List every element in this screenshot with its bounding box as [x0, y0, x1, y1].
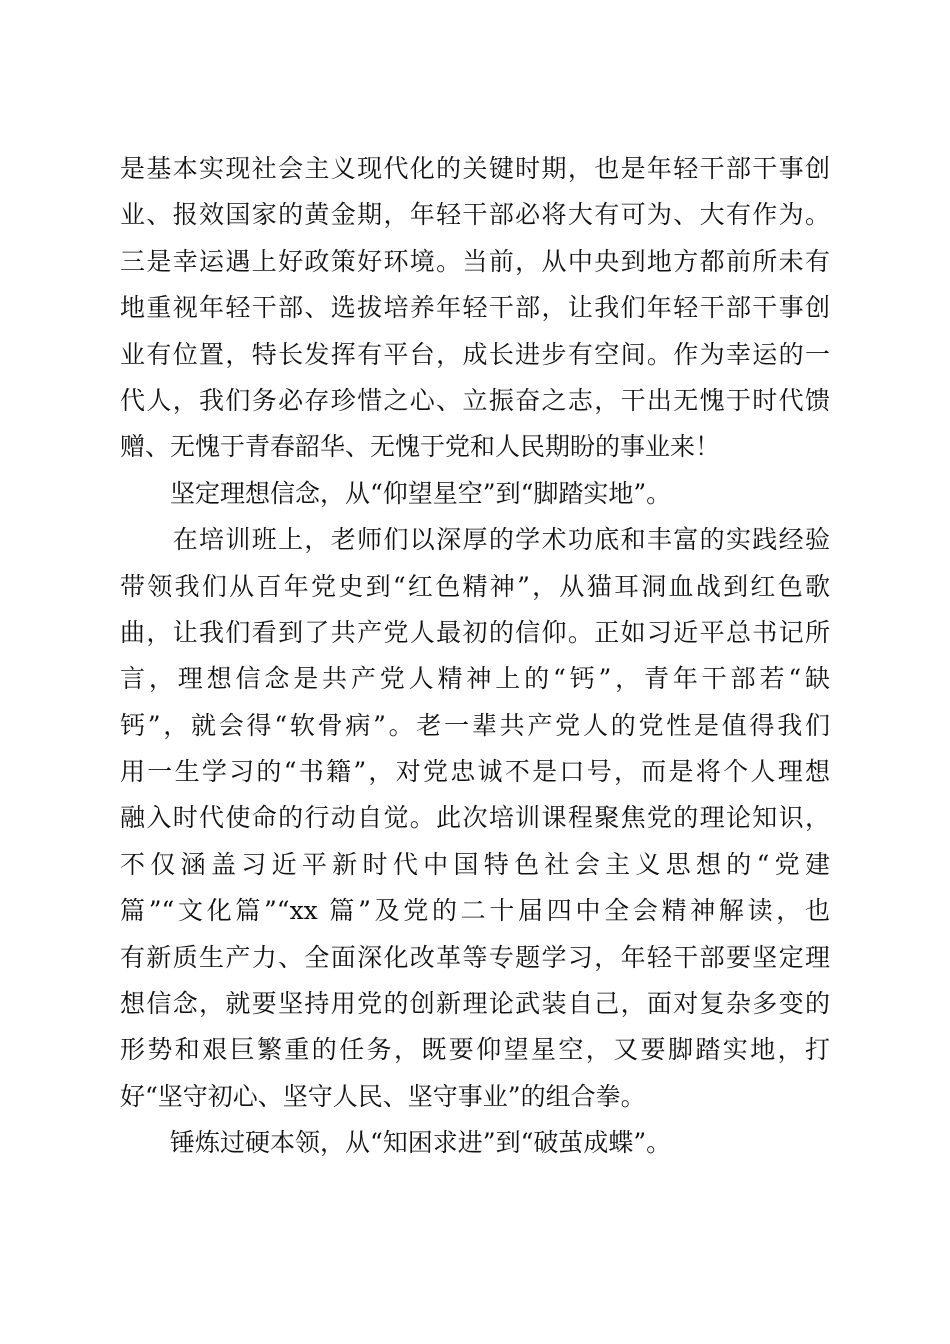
paragraph-last-line: 赠、无愧于青春韶华、无愧于党和人民期盼的事业来！ — [120, 432, 721, 462]
text-line: 篇”“文化篇”“xx 篇”及党的二十届四中全会精神解读，也 — [120, 896, 830, 926]
text-line: 代人，我们务必存珍惜之心、立振奋之志，干出无愧于时代馈 — [120, 385, 830, 415]
text-line: 用一生学习的“书籍”，对党忠诚不是口号，而是将个人理想 — [120, 757, 830, 787]
document-body — [120, 146, 830, 1167]
text-line: 业有位置，特长发挥有平台，成长进步有空间。作为幸运的一 — [120, 339, 830, 369]
text-line: 业、报效国家的黄金期，年轻干部必将大有可为、大有作为。 — [120, 200, 830, 230]
text-line: 融入时代使命的行动自觉。此次培训课程聚焦党的理论知识， — [120, 803, 830, 833]
text-line: 在培训班上，老师们以深厚的学术功底和丰富的实践经验 — [120, 525, 830, 555]
text-line: 三是幸运遇上好政策好环境。当前，从中央到地方都前所未有 — [120, 246, 830, 276]
text-line: 带领我们从百年党史到“红色精神”，从猫耳洞血战到红色歌 — [120, 571, 830, 601]
paragraph-last-line: 好“坚守初心、坚守人民、坚守事业”的组合拳。 — [120, 1081, 646, 1111]
text-line: 是基本实现社会主义现代化的关键时期，也是年轻干部干事创 — [120, 154, 830, 183]
text-line: 地重视年轻干部、选拔培养年轻干部，让我们年轻干部干事创 — [120, 293, 830, 323]
text-line: 有新质生产力、全面深化改革等专题学习，年轻干部要坚定理 — [120, 942, 830, 972]
text-line: 曲，让我们看到了共产党人最初的信仰。正如习近平总书记所 — [120, 617, 830, 647]
section-heading: 坚定理想信念，从“仰望星空”到“脚踏实地”。 — [120, 478, 672, 508]
text-line: 钙”，就会得“软骨病”。老一辈共产党人的党性是值得我们 — [120, 710, 830, 740]
text-line: 言，理想信念是共产党人精神上的“钙”，青年干部若“缺 — [120, 664, 830, 694]
text-line: 形势和艰巨繁重的任务，既要仰望星空，又要脚踏实地，打 — [120, 1035, 830, 1065]
text-line: 想信念，就要坚持用党的创新理论武装自己，面对复杂多变的 — [120, 989, 830, 1019]
text-line: 不仅涵盖习近平新时代中国特色社会主义思想的“党建 — [120, 849, 830, 879]
section-heading: 锤炼过硬本领，从“知困求进”到“破茧成蝶”。 — [120, 1128, 672, 1158]
